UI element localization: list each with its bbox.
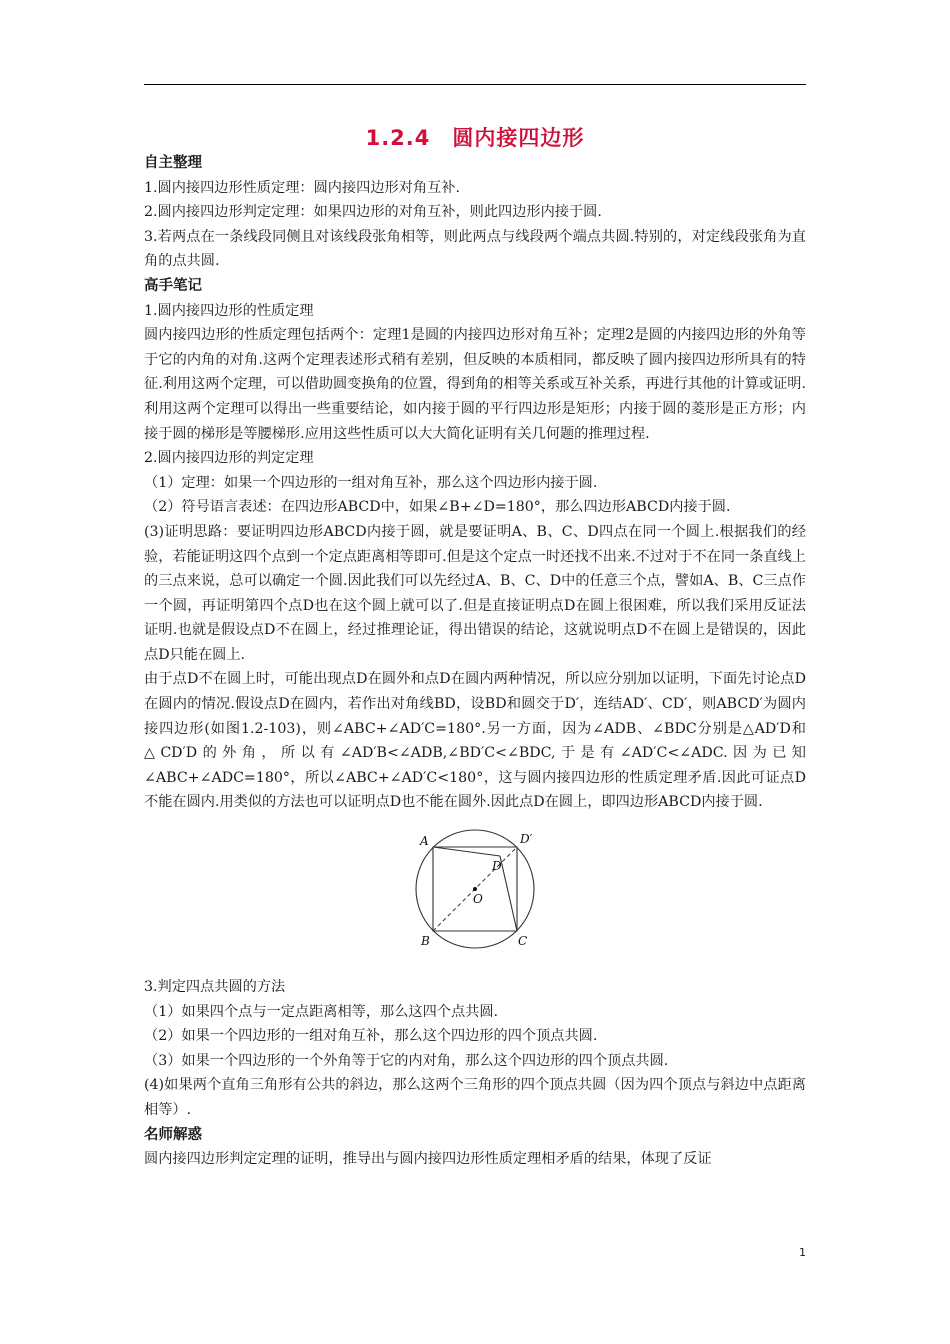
segment-a-d [433,847,500,856]
paragraph: 2.圆内接四边形判定定理：如果四边形的对角互补，则此四边形内接于圆. [144,204,602,221]
page-title: 1.2.4 圆内接四边形 [365,126,585,150]
header-rule [144,84,806,85]
label-c: C [518,934,528,949]
paragraph: 2.圆内接四边形的判定定理 [144,450,314,467]
paragraph: （2）如果一个四边形的一组对角互补，那么这个四边形的四个顶点共圆. [144,1028,598,1045]
paragraph: 1.圆内接四边形的性质定理 [144,302,314,319]
page-number [0,1246,950,1259]
center-point [473,887,477,891]
paragraph: （2）符号语言表述：在四边形ABCD中，如果∠B+∠D=180°，那么四边形ABCD内接于圆. [144,499,731,516]
segment-d-c [500,856,517,931]
document-body [144,151,806,1172]
paragraph: 圆内接四边形判定定理的证明，推导出与圆内接四边形性质定理相矛盾的结果，体现了反证 [144,1151,712,1168]
label-o: O [473,892,483,907]
paragraph: 3.若两点在一条线段同侧且对该线段张角相等，则此两点与线段两个端点共圆.特别的，对定线段张角为直角的点共圆. [144,228,806,270]
paragraph: 1.圆内接四边形性质定理：圆内接四边形对角互补. [144,179,460,196]
section-heading-master-explanation: 名师解惑 [144,1126,202,1143]
cyclic-quadrilateral-figure [410,821,540,961]
paragraph: （1）定理：如果一个四边形的一组对角互补，那么这个四边形内接于圆. [144,474,598,491]
label-d: D [492,859,502,874]
paragraph: （3）如果一个四边形的一个外角等于它的内对角，那么这个四边形的四个顶点共圆. [144,1052,669,1069]
paragraph: 圆内接四边形的性质定理包括两个：定理1是圆的内接四边形对角互补；定理2是圆的内接四边形的外角等于它的内角的对角.这两个定理表述形式稍有差别，但反映的本质相同，都反映了圆内接四边形所具有的特征.利用这两个定理，可以借助圆变换角的位置，得到角的相等关系或互补关系，再进行其他的计算或证明.利用这两个定理可以得出一些重要结论，如内接于圆的平行四边形是矩形；内接于圆的菱形是正方形；内接于圆的梯形是等腰梯形.应用这些性质可以大大简化证明有关几何题的推理过程. [144,327,806,442]
paragraph: 3.判定四点共圆的方法 [144,979,286,996]
label-b: B [421,934,430,949]
paragraph: （1）如果四个点与一定点距离相等，那么这四个点共圆. [144,1003,499,1020]
paragraph: (3)证明思路：要证明四边形ABCD内接于圆，就是要证明A、B、C、D四点在同一个圆上.根据我们的经验，若能证明这四个点到一个定点距离相等即可.但是这个定点一时还找不出来.不过对于不在同一条直线上的三点来说，总可以确定一个圆.因此我们可以先经过A、B、C、D中的任意三个点，譬如A、B、C三点作一个圆，再证明第四个点D也在这个圆上就可以了.但是直接证明点D在圆上很困难，所以我们采用反证法证明.也就是假设点D不在圆上，经过推理论证，得出错误的结论，这就说明点D不在圆上是错误的，因此点D只能在圆上. [144,523,806,663]
page-number-text: 1 [799,1246,806,1259]
paragraph: (4)如果两个直角三角形有公共的斜边，那么这两个三角形的四个顶点共圆（因为四个顶点与斜边中点距离相等）. [144,1077,806,1118]
paragraph: 由于点D不在圆上时，可能出现点D在圆外和点D在圆内两种情况，所以应分别加以证明，下面先讨论点D在圆内的情况.假设点D在圆内，若作出对角线BD，设BD和圆交于D′，连结AD′、CD′，则ABCD′为圆内接四边形(如图1.2-103)，则∠ABC+∠AD′C=180°.另一方面，因为∠ADB、∠BDC分别是△AD′D和△CD′D的外角，所以有∠AD′B<∠ADB,∠BD′C<∠BDC,于是有∠AD′C<∠ADC.因为已知∠ABC+∠ADC=180°，所以∠ABC+∠AD′C<180°，这与圆内接四边形的性质定理矛盾.因此可证点D不能在圆内.用类似的方法也可以证明点D也不能在圆外.因此点D在圆上，即四边形ABCD内接于圆. [144,671,806,811]
label-a: A [420,834,429,849]
section-heading-expert-notes: 高手笔记 [144,277,202,294]
section-heading-self-study: 自主整理 [144,155,202,171]
label-d-prime: D′ [520,832,533,847]
